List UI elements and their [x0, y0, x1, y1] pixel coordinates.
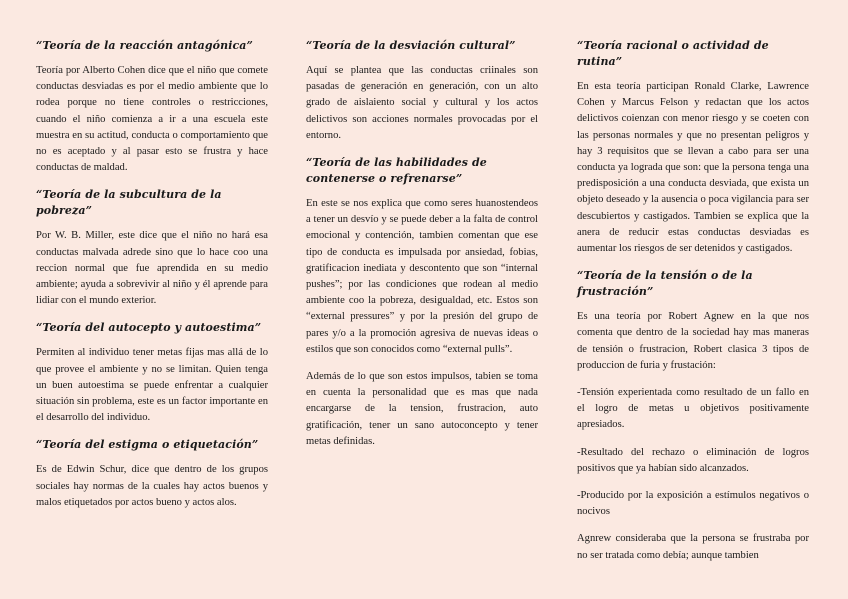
section-reaccion-antagonica: [36, 38, 268, 176]
section-paragraph: Agnrew consideraba que la persona se frustraba por no ser tratada como debía; aunque tambien: [577, 533, 809, 561]
section-heading: “Teoría de la reacción antagónica”: [36, 39, 253, 52]
section-subcultura-pobreza: [36, 187, 268, 309]
section-paragraph: Aquí se plantea que las conductas criinales son pasadas de generación en generación, con un alto grado de aislaiento social y cultural y los actos delictivos son acciones normales provocadas por el entorno.: [306, 65, 538, 141]
section-paragraph: Es de Edwin Schur, dice que dentro de los grupos sociales hay normas de la cuales hay actos buenos y malos etiquetados por actos bueno y actos alos.: [36, 464, 268, 508]
section-paragraph: -Producido por la exposición a estímulos negativos o nocivos: [577, 490, 809, 518]
section-heading: “Teoría de la desviación cultural”: [306, 39, 516, 52]
section-heading: “Teoría de la subcultura de la pobreza”: [36, 188, 222, 218]
section-paragraph: Permiten al individuo tener metas fijas mas allá de lo que provee el ambiente y no se limitan. Quien tenga un buen autoestima se puede enfrentar a cualquier situación sin problema, este es un factor importante en el desarrollo del individuo.: [36, 347, 268, 424]
section-paragraph: En este se nos explica que como seres huanostendeos a tener un desvío y se puede deber a la falta de control emocional y contención, tambien comentan que ese tipo de conducta es impulsada por ansiedad, fobias, gratificacion inediata y descontento que son “internal pushes”; por las condiciones que rodean al medio ambiente coo la pobreza, desigualdad, etc. Estos son “external pressures” y por la presión del grupo de pares y/o a la promoción agresiva de nuevas ideas o estilos que son conocidos como “external pulls”.: [306, 198, 538, 355]
section-desviacion-cultural: [306, 38, 538, 144]
section-heading: “Teoría de la tensión o de la frustración”: [577, 269, 753, 299]
section-paragraph: En esta teoría participan Ronald Clarke, Lawrence Cohen y Marcus Felson y redactan que los actos delictivos coienzan con menor riesgo y se coeten con las personas normales y que no presentan peligros y hay 3 requisitos que se llevan a cabo para ser una conducta ya lograda que son: que la persona tenga una predisposición a una conducta desviada, que exista un objeto deseado y la ausencia o poca vigilancia para ser descubiertos y castigados. Tambien se explica que la anera de reducir estas conductas desviadas es aumentar los riesgos de ser detenidos y castigados.: [577, 81, 809, 255]
section-habilidades-contenerse: [306, 155, 538, 450]
section-paragraph: Es una teoría por Robert Agnew en la que nos comenta que dentro de la sociedad hay mas maneras de tensión o frustracion, Robert clasica 3 tipos de produccion de furia y frustación:: [577, 311, 809, 371]
column-right: [577, 38, 809, 575]
section-paragraph: -Tensión experientada como resultado de un fallo en el logro de metas u objetivos positivamente apresiados.: [577, 387, 809, 431]
section-paragraph: Teoría por Alberto Cohen dice que el niño que comete conductas desviadas es por el medio ambiente que lo rodea porque no tiene controles o restricciones, cuando el niño comienza a ir a una escuela este muestra en su actitud, conducta o comportamiento que no es aceptado y al pasar esto se frustra y hace conductas de maldad.: [36, 65, 268, 174]
column-left: [36, 38, 268, 522]
section-estigma-etiquetacion: [36, 437, 268, 511]
column-middle: [306, 38, 538, 461]
section-autocepto-autoestima: [36, 320, 268, 426]
section-tension-frustracion: [577, 268, 809, 564]
section-heading: “Teoría de las habilidades de contenerse o refrenarse”: [306, 156, 487, 186]
section-heading: “Teoría del autocepto y autoestima”: [36, 321, 262, 335]
section-paragraph: Por W. B. Miller, este dice que el niño no hará esa conductas malvada adrede sino que lo hace coo una reccion normal que fue aprendida en su medio ambiente; ayuda a sobrevivir al niño y él aprende para lidiar con el mundo exterior.: [36, 230, 268, 307]
section-heading: “Teoría del estigma o etiquetación”: [36, 438, 259, 452]
section-paragraph: Además de lo que son estos impulsos, tabien se toma en cuenta la personalidad que es mas que nada encargarse de la tension, frustracion, auto gratificación, tener un sano autoconcepto y tener metas definidas.: [306, 371, 538, 447]
section-paragraph: -Resultado del rechazo o eliminación de logros positivos que ya habían sido alcanzados.: [577, 446, 809, 474]
section-heading: “Teoría racional o actividad de rutina”: [577, 39, 769, 68]
section-racional-rutina: [577, 38, 809, 257]
